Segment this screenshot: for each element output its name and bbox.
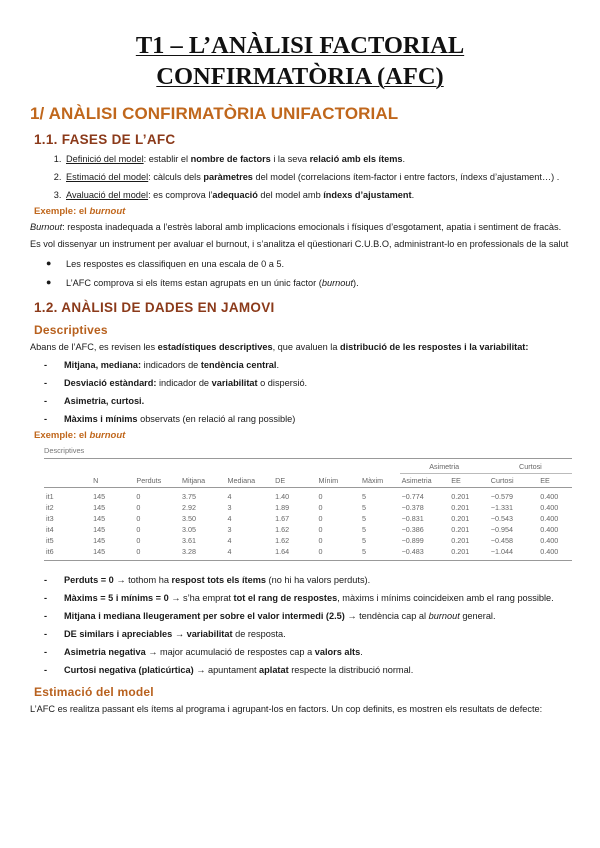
table-group-header: Curtosi [489,459,572,474]
table-cell: it1 [46,492,54,501]
table-cell: 0.201 [451,503,470,512]
table-cell: 0.201 [451,536,470,545]
table-column-header: EE [449,474,489,488]
table-cell: 0.400 [540,536,559,545]
table-cell: 5 [361,525,366,534]
list-item: - Asimetria negativa → major acumulació de respostes cap a valors alts. [64,645,570,659]
list-item: ● L’AFC comprova si els ítems estan agrupats en un únic factor (burnout). [66,276,570,290]
subsection-heading-jamovi: 1.2. ANÀLISI DE DADES EN JAMOVI [34,300,275,315]
table-column-header: Asimetria [400,474,450,488]
table-cell: −1.331 [490,503,513,512]
table-cell: 2.92 [182,503,196,512]
table-cell: 0.201 [451,514,470,523]
table-cell: 4 [227,536,232,545]
table-cell: −1.044 [489,546,538,561]
table-row [44,488,572,503]
table-cell: 1.89 [275,503,290,512]
table-cell: 4 [226,546,274,561]
table-cell: 145 [93,525,106,534]
table-row [44,546,572,561]
table-cell: 5 [361,536,366,545]
table-cell: 0 [316,546,360,561]
table-cell: 4 [227,492,232,501]
table-cell: 145 [91,546,134,561]
table-row [44,524,572,535]
table-cell: 0.400 [540,514,559,523]
table-cell: 0 [136,536,141,545]
list-item: - Mitjana i mediana lleugerament per sobre el valor intermedi (2.5) → tendència cap al burnout general. [64,609,570,623]
table-cell: 3 [227,525,232,534]
table-column-header: Mitjana [180,474,226,488]
table-cell: 0 [134,546,180,561]
table-cell: 5 [361,492,366,501]
table-cell: −0.483 [400,546,450,561]
table-column-header: Mínim [316,474,360,488]
table-cell: 1.64 [273,546,316,561]
table-row [44,513,572,524]
table-cell: 0.400 [540,525,559,534]
table-cell: it4 [46,525,54,534]
table-cell: −0.579 [490,492,513,501]
table-column-header: EE [538,474,572,488]
table-cell: 145 [93,536,106,545]
cubo-paragraph: Es vol dissenyar un instrument per avaluar el burnout, i s’analitza el qüestionari C.U.B.O, administrant-lo en professionals de la salut [30,239,569,249]
table-cell: 0 [136,492,141,501]
list-item: - DE similars i apreciables → variabilitat de resposta. [64,627,570,641]
table-cell: −0.899 [401,536,424,545]
list-item: - Asimetria, curtosi. [64,394,570,408]
table-column-header: DE [273,474,316,488]
table-column-header: Curtosi [489,474,538,488]
descriptives-data-table [44,458,572,561]
table-cell: it3 [46,514,54,523]
table-cell: −0.458 [490,536,513,545]
bullet-list [30,257,570,290]
table-cell: it2 [46,503,54,512]
table-cell: −0.386 [401,525,424,534]
table-cell: 0 [136,514,141,523]
list-item: - Curtosi negativa (platicúrtica) → apuntament aplatat respecte la distribució normal. [64,663,570,677]
table-cell: 3.75 [182,492,196,501]
observations-list [30,573,570,677]
table-cell: 0 [136,525,141,534]
table-cell: 1.62 [275,536,290,545]
table-column-header: Perduts [134,474,180,488]
table-cell: 3.61 [182,536,196,545]
subsection-heading-phases: 1.1. FASES DE L’AFC [34,132,176,147]
table-cell: −0.774 [401,492,424,501]
example-label: Exemple: el burnout [34,206,126,217]
list-item: - Màxims i mínims observats (en relació al rang possible) [64,412,570,426]
table-cell: 5 [361,514,366,523]
table-cell: 0.400 [540,503,559,512]
table-caption: Descriptives [44,446,85,455]
list-item: - Mitjana, mediana: indicadors de tendència central. [64,358,570,372]
table-group-header: Asimetria [400,459,489,474]
table-row [44,535,572,546]
estimation-paragraph: L’AFC es realitza passant els ítems al programa i agrupant-los en factors. Un cop definits, es mostren els resultats de defecte: [30,704,543,714]
table-cell: 0 [318,536,323,545]
table-cell: −0.543 [490,514,513,523]
table-cell: 3 [227,503,232,512]
list-item: - Perduts = 0 → tothom ha respost tots els ítems (no hi ha valors perduts). [64,573,570,587]
table-column-header: Màxim [360,474,400,488]
table-column-header: Mediana [226,474,274,488]
table-cell: 0.400 [540,492,559,501]
table-cell: 0.201 [451,525,470,534]
table-cell: 145 [93,503,106,512]
table-cell: 0 [318,503,323,512]
table-cell: 5 [360,546,400,561]
table-column-header [44,474,91,488]
table-cell: 3.28 [180,546,226,561]
estimation-heading: Estimació del model [34,685,154,699]
phases-list [30,152,570,202]
list-item: 1. Definició del model: establir el nombre de factors i la seva relació amb els ítems. [64,152,570,166]
table-cell: 0 [318,514,323,523]
table-cell: 1.67 [275,514,290,523]
section-heading-1: 1/ ANÀLISI CONFIRMATÒRIA UNIFACTORIAL [30,104,399,123]
table-cell: 1.40 [275,492,290,501]
table-cell: 3.05 [182,525,196,534]
burnout-definition: Burnout: resposta inadequada a l’estrès laboral amb implicacions emocionals i físiques d’esgotament, apatia i sentiment de fracàs. [30,222,562,232]
table-cell: 0.201 [449,546,489,561]
table-column-header: N [91,474,134,488]
list-item: - Màxims = 5 i mínims = 0 → s’ha emprat tot el rang de respostes, màxims i mínims coincideixen amb el rang possible. [64,591,570,605]
table-cell: 3.50 [182,514,196,523]
descriptives-list [30,358,570,426]
table-cell: 0.400 [538,546,572,561]
list-item: 3. Avaluació del model: es comprova l’adequació del model amb índexs d’ajustament. [64,188,570,202]
table-cell: 145 [93,492,106,501]
list-item: 2. Estimació del model: càlculs dels paràmetres del model (correlacions ítem-factor i entre factors, índexs d’ajustament…) . [64,170,570,184]
table-header-row [44,474,572,488]
table-cell: 1.62 [275,525,290,534]
table-cell: 4 [227,514,232,523]
list-item: - Desviació estàndard: indicador de variabilitat o dispersió. [64,376,570,390]
page-title: T1 – L’ANÀLISI FACTORIAL CONFIRMATÒRIA (AFC) [135,32,465,90]
table-cell: it5 [46,536,54,545]
table-cell: −0.831 [401,514,424,523]
table-cell: 0 [318,525,323,534]
example-label: Exemple: el burnout [34,430,126,441]
table-cell: −0.954 [490,525,513,534]
table-cell: −0.378 [401,503,424,512]
table-cell: 0 [318,492,323,501]
table-cell: 5 [361,503,366,512]
table-row [44,502,572,513]
descriptives-heading: Descriptives [34,323,108,337]
list-item: ● Les respostes es classifiquen en una escala de 0 a 5. [66,257,570,271]
table-body [44,488,572,561]
table-cell: it6 [44,546,91,561]
table-cell: 0 [136,503,141,512]
descriptives-table [44,446,584,561]
table-cell: 0.201 [451,492,470,501]
table-cell: 145 [93,514,106,523]
descriptives-intro: Abans de l’AFC, es revisen les estadístiques descriptives, que avaluen la distribució de les respostes i la variabilitat: [30,342,529,352]
